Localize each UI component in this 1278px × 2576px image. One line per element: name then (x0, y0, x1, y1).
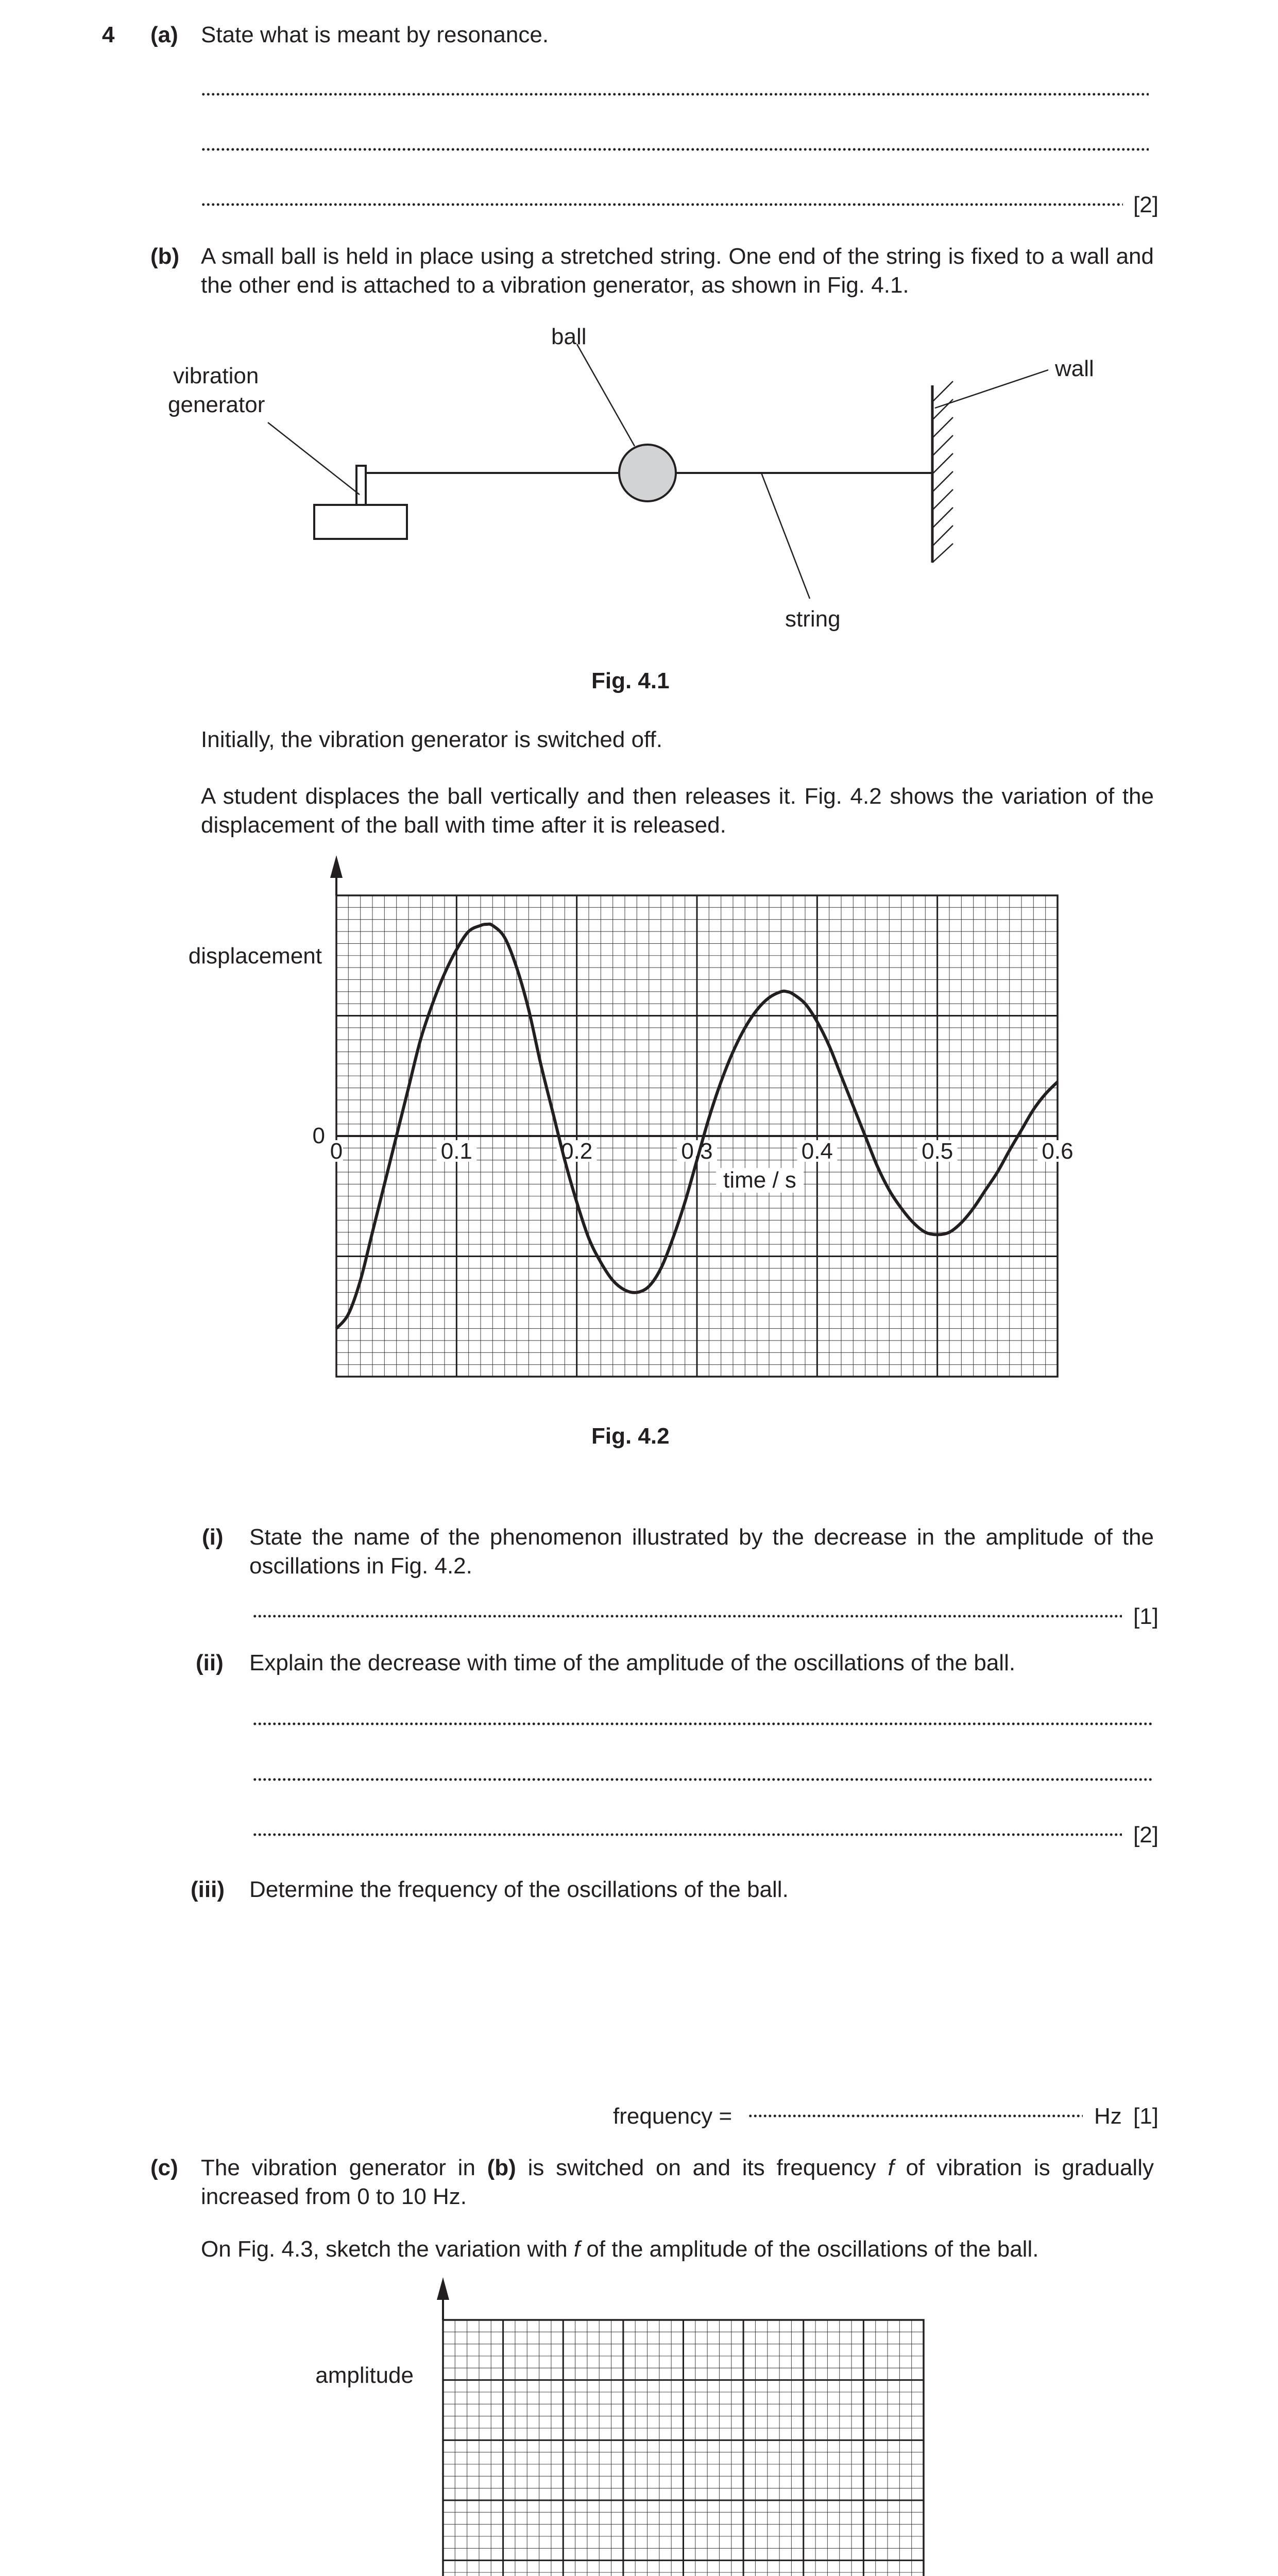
para-initially: Initially, the vibration generator is switched off. (201, 727, 662, 752)
label-generator: generator (168, 392, 265, 417)
label-vibration: vibration (173, 363, 259, 388)
x-tick-label: 0.5 (922, 1139, 953, 1164)
frequency-answer-line[interactable] (748, 2112, 1083, 2120)
part-b-ii-label: (ii) (196, 1650, 224, 1675)
part-c-para2: On Fig. 4.3, sketch the variation with f of the amplitude of the oscillations of the ball. (201, 2236, 1039, 2262)
label-string: string (785, 606, 841, 632)
answer-line-ii-3[interactable] (252, 1831, 1122, 1838)
vibration-generator-arm (356, 466, 366, 505)
part-b-text: A small ball is held in place using a stretched string. One end of the string is fixed to a wall and the other end is attached to a vibration generator, as shown in Fig. 4.1. (201, 244, 1154, 298)
fig-4-2-graph (0, 855, 1278, 1401)
frequency-unit: Hz (1094, 2104, 1122, 2129)
x-tick-label: 0.6 (1042, 1139, 1073, 1164)
x-tick-label: 0 (330, 1139, 343, 1164)
answer-line-a1[interactable] (201, 91, 1149, 98)
answer-line-a3[interactable] (201, 201, 1123, 208)
part-b-iii-marks: [1] (1133, 2104, 1158, 2129)
fig-4-1-caption: Fig. 4.1 (591, 668, 670, 693)
part-b-ii-marks: [2] (1133, 1822, 1158, 1848)
question-number: 4 (102, 22, 115, 47)
x-axis-label: time / s (723, 1167, 796, 1193)
x-tick-label: 0.3 (681, 1139, 713, 1164)
part-c-text: The vibration generator in (b) is switched on and its frequency f of vibration is gradually increased from 0 to 10 Hz. (201, 2155, 1154, 2209)
y-axis-label: amplitude (315, 2363, 414, 2388)
part-c-label: (c) (150, 2155, 178, 2180)
answer-line-i[interactable] (252, 1613, 1122, 1620)
para-student: A student displaces the ball vertically and then releases it. Fig. 4.2 shows the variation of the displacement of the ball with time after it is released. (201, 784, 1154, 838)
part-a-label: (a) (150, 22, 178, 47)
y-axis-arrow (330, 855, 343, 878)
fig-4-2-caption: Fig. 4.2 (591, 1423, 670, 1449)
y-axis-label: displacement (188, 943, 322, 969)
part-b-ii-text: Explain the decrease with time of the amplitude of the oscillations of the ball. (249, 1650, 1016, 1675)
answer-line-a2[interactable] (201, 146, 1149, 153)
vibration-generator-base (314, 505, 407, 539)
part-b-i-label: (i) (202, 1524, 224, 1550)
part-b-iii-text: Determine the frequency of the oscillations of the ball. (249, 1877, 789, 1902)
part-b-i-marks: [1] (1133, 1604, 1158, 1629)
y-axis-arrow (437, 2277, 449, 2300)
part-b-label: (b) (150, 244, 180, 269)
answer-line-ii-2[interactable] (252, 1776, 1154, 1783)
frequency-label: frequency = (613, 2104, 732, 2129)
fig-4-3-graph[interactable] (0, 2277, 1278, 2576)
x-tick-label: 0.1 (440, 1139, 472, 1164)
answer-line-ii-1[interactable] (252, 1720, 1154, 1727)
ball (619, 445, 676, 501)
label-wall: wall (1055, 356, 1094, 381)
part-b-i-text: State the name of the phenomenon illustrated by the decrease in the amplitude of the oscillations in Fig. 4.2. (249, 1524, 1154, 1579)
label-ball: ball (551, 324, 587, 349)
part-a-text: State what is meant by resonance. (201, 22, 549, 47)
x-tick-label: 0.4 (801, 1139, 833, 1164)
part-a-marks: [2] (1133, 192, 1158, 217)
x-tick-label: 0.2 (561, 1139, 593, 1164)
y-tick-label: 0 (312, 1123, 325, 1148)
part-b-iii-label: (iii) (191, 1877, 225, 1902)
